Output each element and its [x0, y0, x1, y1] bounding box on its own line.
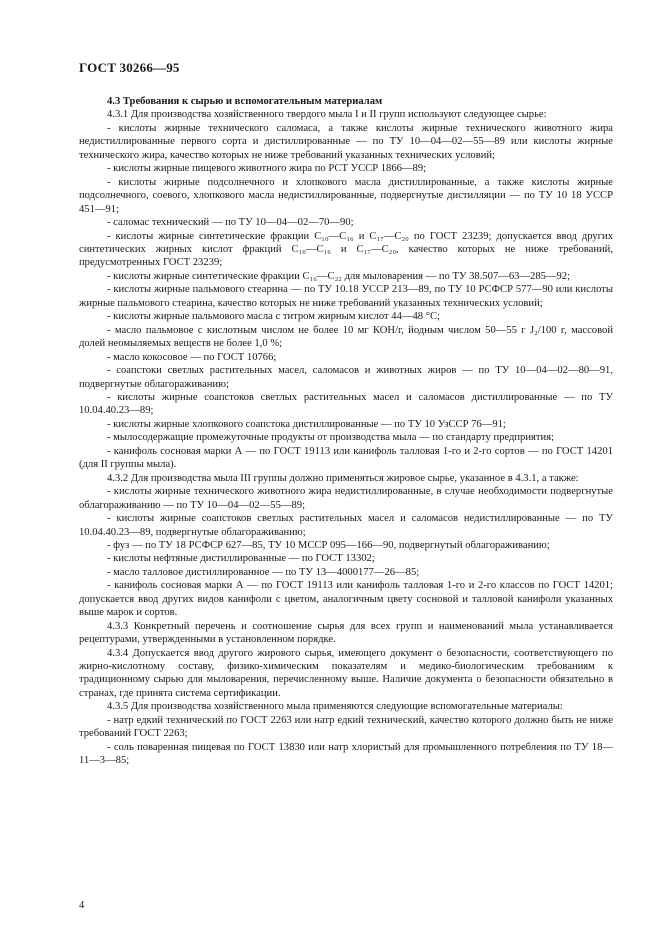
- paragraph: - соапстоки светлых растительных масел, саломасов и животных жиров — по ТУ 10—04—02—80—91, подвергнутые облагораживанию;: [79, 365, 613, 390]
- paragraph: - кислоты жирные соапстоков светлых растительных масел и саломасов дистиллированные — по ТУ 10.04.40.23—89;: [79, 391, 613, 417]
- paragraph: 4.3.3 Конкретный перечень и соотношение сырья для всех групп и наименований мыла устанавливается рецептурами, утвержденными в установленном порядке.: [79, 620, 613, 646]
- paragraph: - кислоты жирные хлопкового соапстока дистиллированные — по ТУ 10 УзССР 76—91;: [107, 418, 506, 430]
- paragraph: - кислоты жирные подсолнечного и хлопкового масла дистиллированные, а также кислоты жирные подсолнечного, соевого, хлопкового масла недистиллированные, подвергнутые дистилляции — по ТУ 10 18 УССР 451—91;: [79, 176, 613, 215]
- paragraph: - кислоты жирные пальмового стеарина — по ТУ 10.18 УССР 213—89, по ТУ 10 РСФСР 577—90 или кислоты жирные пальмового стеарина, качество которых не ниже требований указанных технических условий;: [79, 284, 613, 309]
- paragraph: 4.3.1 Для производства хозяйственного твердого мыла I и II групп используют следующее сырье:: [107, 109, 547, 121]
- paragraph: 4.3.2 Для производства мыла III группы должно применяться жировое сырье, указанное в 4.3.1, а также:: [107, 472, 579, 484]
- document-header: ГОСТ 30266—95: [79, 60, 180, 75]
- paragraph: 4.3.5 Для производства хозяйственного мыла применяются следующие вспомогательные материалы:: [107, 701, 563, 713]
- document-body: [79, 95, 613, 768]
- paragraph: - кислоты жирные синтетические фракции C₁₆—C₂₂ для мыловарения — по ТУ 38.507—63—285—92;: [107, 270, 571, 282]
- paragraph: - масло кокосовое — по ГОСТ 10766;: [107, 351, 277, 363]
- paragraph: - кислоты нефтяные дистиллированные — по ГОСТ 13302;: [107, 553, 375, 565]
- paragraph: - кислоты жирные соапстоков светлых растительных масел и саломасов недистиллированные — по ТУ 10.04.40.23—89, подвергнутые облагораживанию;: [79, 513, 613, 538]
- paragraph: - натр едкий технический по ГОСТ 2263 или натр едкий технический, качество которого должно быть не ниже требований ГОСТ 2263;: [79, 714, 613, 740]
- paragraph: - кислоты жирные пищевого животного жира по РСТ УССР 1866—89;: [107, 163, 427, 175]
- paragraph: - кислоты жирные технического животного жира недистиллированные, в случае необходимости подвергнутые облагораживанию — по ТУ 10—04—02—55—89;: [79, 486, 613, 511]
- section-title: 4.3 Требования к сырью и вспомогательным материалам: [107, 96, 383, 107]
- paragraph: - канифоль сосновая марки А — по ГОСТ 19113 или канифоль талловая 1-го и 2-го классов по ГОСТ 14201; допускается ввод других видов канифоли с цветом, аналогичным цвету сосновой и талловой канифоли указанных выше марок и сортов.: [79, 580, 613, 619]
- paragraph: 4.3.4 Допускается ввод другого жирового сырья, имеющего документ о безопасности, соответствующего по жирно-кислотному составу, физико-химическим показателям и медико-биологическим требованиям к традиционному сырью для мыловарения, перечисленному выше. Наличие документа о безопасности обязательно в странах, где принята система сертификации.: [79, 647, 613, 699]
- paragraph: - фуз — по ТУ 18 РСФСР 627—85, ТУ 10 МССР 095—166—90, подвергнутый облагораживанию;: [107, 539, 550, 551]
- paragraph: - канифоль сосновая марки А — по ГОСТ 19113 или канифоль талловая 1-го и 2-го сортов — по ГОСТ 14201 (для II группы мыла).: [79, 445, 613, 471]
- paragraph: - саломас технический — по ТУ 10—04—02—70—90;: [107, 217, 354, 229]
- paragraph: - кислоты жирные технического саломаса, а также кислоты жирные технического животного жира недистиллированные первого сорта и дистиллированные — по ТУ 10—04—02—55—89 или кислоты жирные технического жира, качество которых не ниже требований указанных технических условий;: [79, 122, 613, 161]
- paragraph: - соль поваренная пищевая по ГОСТ 13830 или натр хлористый для промышленного потребления по ТУ 18—11—3—85;: [79, 741, 613, 767]
- paragraph: - масло пальмовое с кислотным числом не более 10 мг КОН/г, йодным числом 50—55 г J₂/100 г, массовой долей неомыляемых веществ не более 1,0 %;: [79, 324, 613, 350]
- paragraph: - масло талловое дистиллированное — по ТУ 13—4000177—26—85;: [107, 566, 420, 578]
- page-number: 4: [79, 900, 85, 911]
- paragraph: - мылосодержащие промежуточные продукты от производства мыла — по стандарту предприятия;: [107, 432, 555, 444]
- paragraph: - кислоты жирные синтетические фракции C₁₀—C₁₆ и C₁₇—C₂₀ по ГОСТ 23239; допускается ввод других синтетических жирных кислот фракций C₁₀—C₁₆ и C₁₇—C₂₀, качество которых не ниже требований, предусмотренных ГОСТ 23239;: [79, 230, 613, 269]
- paragraph: - кислоты жирные пальмового масла с титром жирным кислот 44—48 °С;: [107, 311, 440, 323]
